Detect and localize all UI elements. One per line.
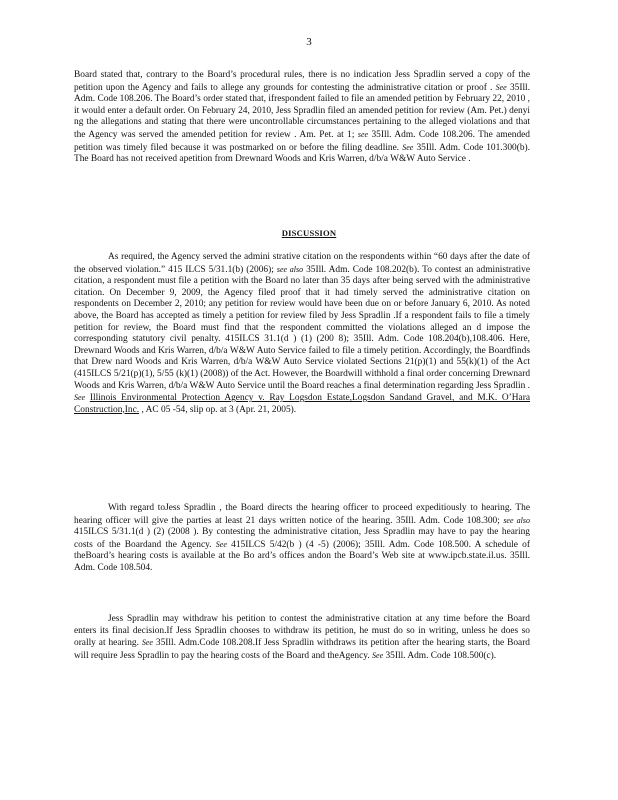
text-run: Board stated that, contrary to the Board’s procedural rules, there is no indication Jess Spradlin served a copy of the petition upon the Agency and fails to allege any grounds for contesting the administrative citation or proof . (74, 70, 530, 93)
paragraph-hearing (74, 503, 530, 575)
text-run: 35Ill. Adm. Code 108.206. The Board’s order stated that, ifrespondent failed to file an amended petition by February 22, 2010 , it would enter a default order. On February 24, 2010, Jess Spradlin filed an amended petition for review (Am. Pet.) denyi ng the allegations and stating that there were uncontrollable circumstances pertaining to the alleged violations and that the Agency was served the amended petition for review . Am. Pet. at 1; (74, 82, 531, 140)
signal-word: See (215, 539, 227, 549)
signal-word: See (141, 638, 153, 648)
text-run: 35Ill. Adm. Code 108.206. The amended petition was timely filed because it was postmarked on or before the filing deadline. (74, 129, 530, 153)
paragraph-background (74, 70, 530, 166)
text-run: 415ILCS 5/31.1(d ) (2) (2008 ). By contesting the administrative citation, Jess Spradlin may have to pay the hearing costs of the Boardand the Agency. (74, 527, 530, 550)
text-run: , AC 05 -54, slip op. at 3 (Apr. 21, 2005). (139, 404, 297, 415)
text-run: 35Ill. Adm.Code 108.208.If Jess Spradlin withdraws its petition after the hearing starts, the Board will require Jess Spradlin to pay the hearing costs of the Board and theAgency. (74, 638, 530, 661)
case-citation: Illinois Environmental Protection Agency v. Ray Logsdon Estate,Logsdon Sandand Gravel, and M.K. O’Hara Construction,Inc. (74, 393, 531, 415)
signal-word: See (372, 650, 384, 660)
text-run: As required, the Agency served the admini strative citation on the respondents within “60 days after the date of the observed violation.” 415 ILCS 5/31.1(b) (2006); (74, 252, 530, 275)
signal-word: see also (503, 515, 530, 525)
signal-word: see (357, 129, 369, 139)
text-run: 35Ill. Adm. Code 108.202(b). To contest an administrative citation, a respondent must file a petition with the Board no later than 35 days after being served with the administrative citation. On December 9, 2009, the Agency filed proof that it had timely served the administrative citation on respondents on December 2, 2010; any petition for review would have been due on or before January 6, 2010. As noted above, the Board has accepted as timely a petition for review filed by Jess Spradlin .If a respondent fails to file a timely petition for review, the Board must find that the respondent committed the violations alleged an d impose the corresponding statutory civil penalty. 415ILCS 31.1(d ) (1) (200 8); 35Ill. Adm. Code 108.204(b),108.406. Here, Drewnard Woods and Kris Warren, d/b/a W&W Auto Service failed to file a timely petition. Accordingly, the Boardfinds that Drew nard Woods and Kris Warren, d/b/a W&W Auto Service violated Sections 21(p)(1) and 55(k)(1) of the Act (415ILCS 5/21(p)(1), 5/55 (k)(1) (2008)) of the Act. However, the Boardwill withhold a final order concerning Drewnard Woods and Kris Warren, d/b/a W&W Auto Service until the Board reaches a final determination regarding Jess Spradlin . (74, 264, 531, 391)
signal-word: see also (276, 264, 304, 274)
section-heading (0, 228, 618, 238)
discussion-heading-text: DISCUSSION (281, 228, 337, 238)
page-number: 3 (306, 36, 312, 48)
text-run: Jess Spradlin may withdraw his petition to contest the administrative citation at any time before the Board enters its final decision.If Jess Spradlin chooses to withdraw its petition, he must do so in writing, unless he does so orally at hearing. (74, 614, 530, 649)
text-run: 35Ill. Adm. Code 101.300(b). The Board has not received apetition from Drewnard Woods and Kris Warren, d/b/a W&W Auto Service . (74, 142, 530, 165)
text-run: 415ILCS 5/42(b ) (4 -5) (2006); 35Ill. Adm. Code 108.500. A schedule of theBoard’s hearing costs is available at the Bo ard’s offices andon the Board’s Web site at www.ipcb.state.il.us. 35Ill. Adm. Code 108.504. (74, 539, 530, 573)
text-run: With regard toJess Spradlin , the Board directs the hearing officer to proceed expeditiously to hearing. The hearing officer will give the parties at least 21 days written notice of the hearing. 35Ill. Adm. Code 108.300; (74, 503, 530, 526)
signal-word: See (495, 82, 507, 92)
signal-word: See (402, 142, 414, 152)
paragraph-withdrawal (74, 614, 530, 662)
paragraph-discussion-1 (74, 252, 530, 416)
text-run: 35Ill. Adm. Code 108.500(c). (383, 650, 497, 661)
signal-word: See (74, 393, 86, 403)
